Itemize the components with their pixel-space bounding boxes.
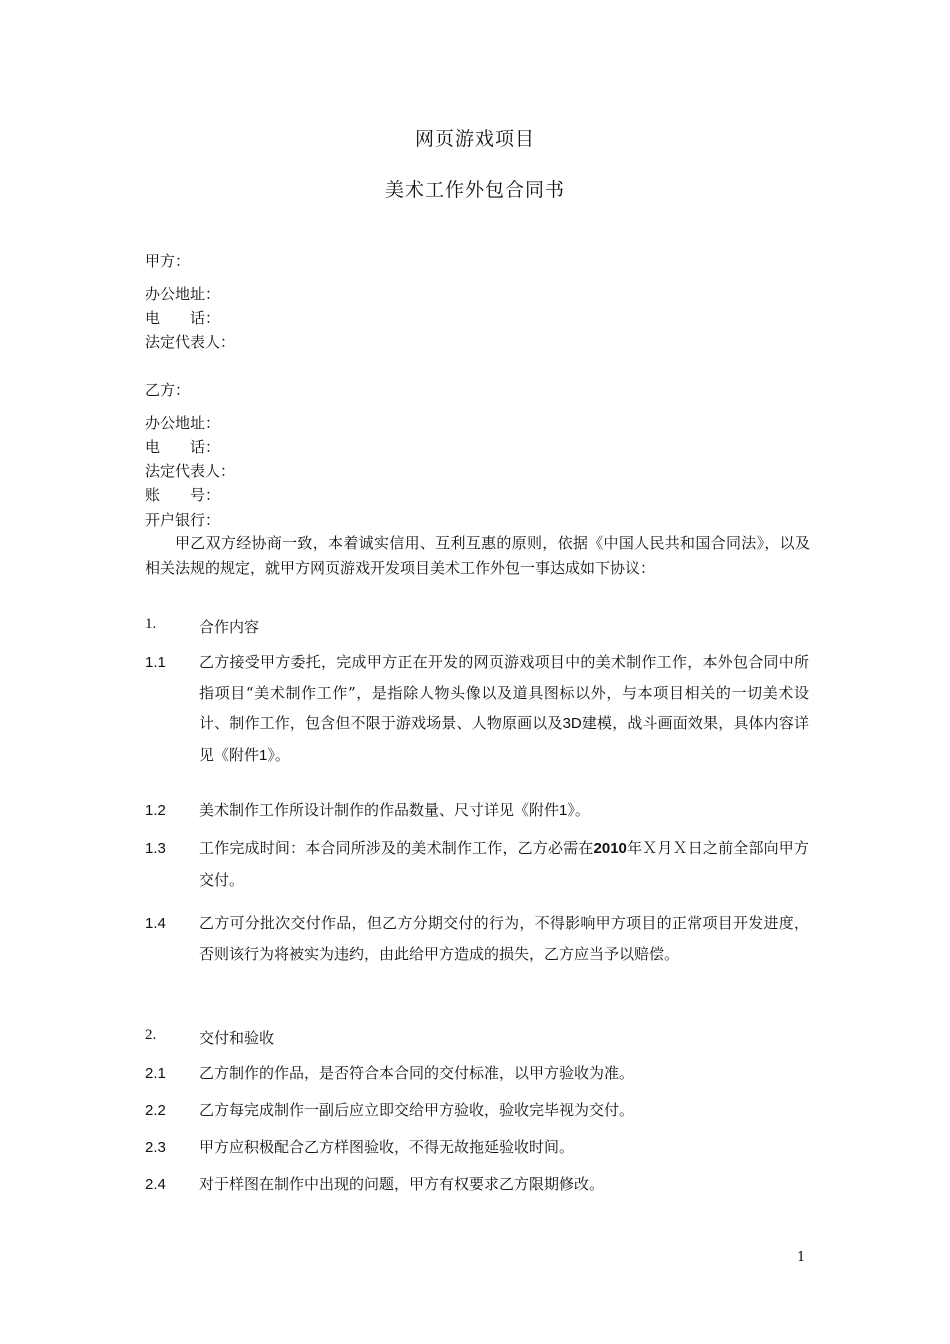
clause-2-3-text: 甲方应积极配合乙方样图验收，不得无故拖延验收时间。 <box>199 1138 575 1156</box>
section-1-number: 1. <box>145 616 157 632</box>
clause-1-3-text: 工作完成时间：本合同所涉及的美术制作工作，乙方必需在2010年Ｘ月Ｘ日之前全部向甲方交付。 <box>199 839 809 889</box>
clause-1-1-text: 乙方接受甲方委托，完成甲方正在开发的网页游戏项目中的美术制作工作，本外包合同中所指项目“美术制作工作”，是指除人物头像以及道具图标以外，与本项目相关的一切美术设计、制作工作，包含但不限于游戏场景、人物原画以及3D建模，战斗画面效果，具体内容详见《附件1》。 <box>199 653 809 764</box>
party-b-address: 办公地址： <box>145 414 221 432</box>
party-b-bank: 开户银行： <box>145 511 221 529</box>
clause-1-3-number: 1.3 <box>145 840 166 857</box>
clause-2-4-number: 2.4 <box>145 1176 166 1193</box>
clause-1-2-text: 美术制作工作所设计制作的作品数量、尺寸详见《附件1》。 <box>199 801 590 819</box>
party-a-phone: 电 话： <box>145 309 221 327</box>
party-a-legal-rep: 法定代表人： <box>145 333 236 351</box>
party-b-account: 账 号： <box>145 486 221 504</box>
preamble-paragraph: 甲乙双方经协商一致，本着诚实信用、互利互惠的原则，依据《中国人民共和国合同法》，以及相关法规的规定，就甲方网页游戏开发项目美术工作外包一事达成如下协议： <box>145 534 810 577</box>
section-1-title: 合作内容 <box>199 618 260 636</box>
party-a-label: 甲方： <box>145 252 191 270</box>
clause-1-1-number: 1.1 <box>145 654 166 671</box>
section-2-number: 2. <box>145 1027 157 1043</box>
party-a-address: 办公地址： <box>145 285 221 303</box>
clause-1-4-text: 乙方可分批次交付作品，但乙方分期交付的行为，不得影响甲方项目的正常项目开发进度，否则该行为将被实为违约，由此给甲方造成的损失，乙方应当予以赔偿。 <box>199 914 809 963</box>
party-b-legal-rep: 法定代表人： <box>145 462 236 480</box>
section-2-title: 交付和验收 <box>199 1029 275 1047</box>
document-title: 网页游戏项目 <box>414 128 535 150</box>
clause-2-3-number: 2.3 <box>145 1139 166 1156</box>
clause-2-4-text: 对于样图在制作中出现的问题，甲方有权要求乙方限期修改。 <box>199 1175 605 1193</box>
clause-1-4-number: 1.4 <box>145 915 166 932</box>
party-b-phone: 电 话： <box>145 438 221 456</box>
clause-2-2-number: 2.2 <box>145 1102 166 1119</box>
clause-2-1-text: 乙方制作的作品，是否符合本合同的交付标准，以甲方验收为准。 <box>199 1064 635 1082</box>
party-b-label: 乙方： <box>145 381 191 399</box>
clause-2-2-text: 乙方每完成制作一副后应立即交给甲方验收，验收完毕视为交付。 <box>199 1101 635 1119</box>
page-number: 1 <box>797 1250 806 1265</box>
clause-2-1-number: 2.1 <box>145 1065 166 1082</box>
clause-1-2-number: 1.2 <box>145 802 166 819</box>
document-subtitle: 美术工作外包合同书 <box>384 179 565 201</box>
